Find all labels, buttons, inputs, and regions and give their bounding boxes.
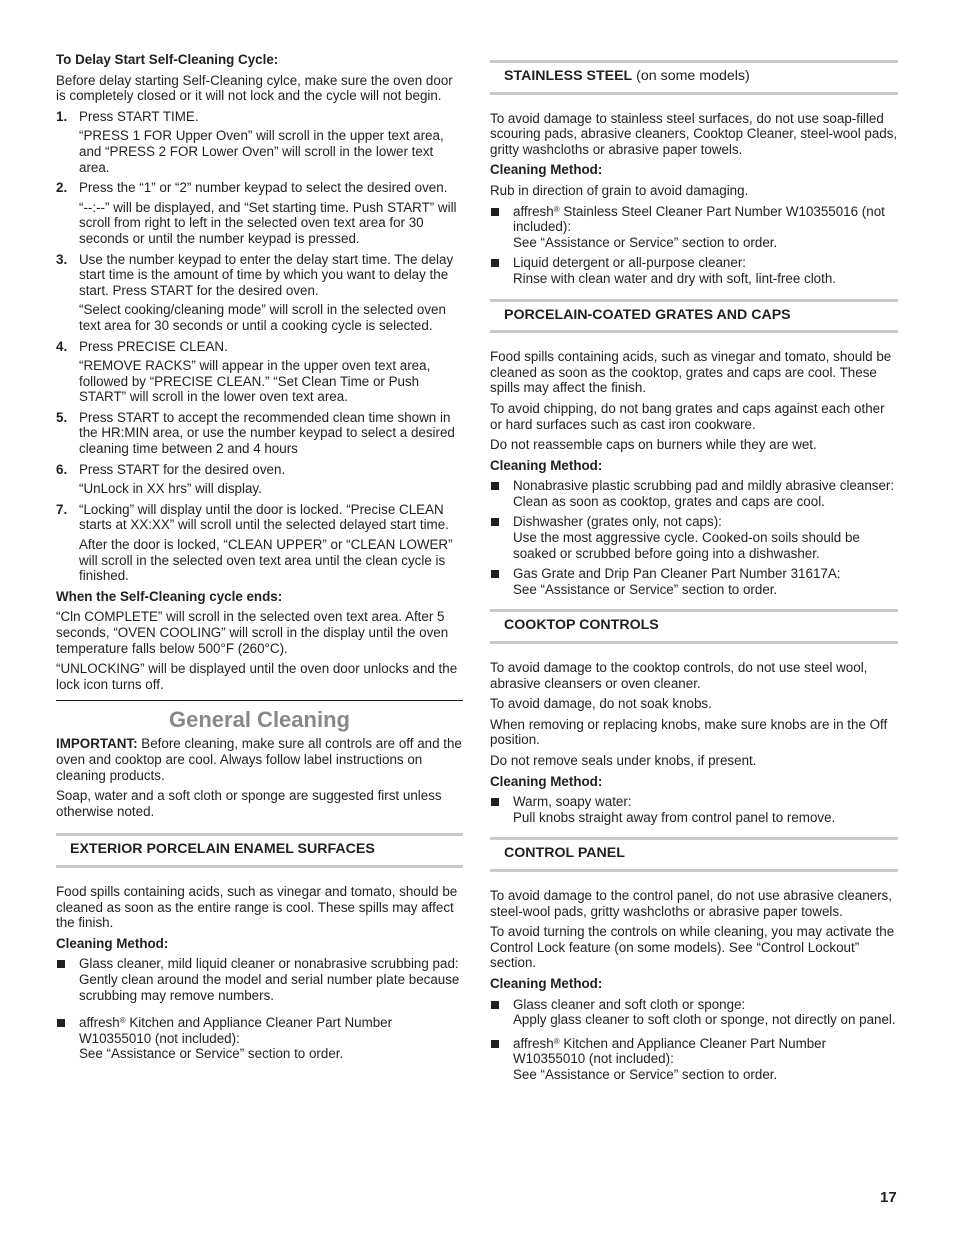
list-item <box>490 997 898 1028</box>
brand-name: affresh <box>513 1035 554 1051</box>
step-number: 6. <box>56 461 68 477</box>
square-bullet-icon <box>491 570 499 578</box>
exterior-intro: Food spills containing acids, such as vinegar and tomato, should be cleaned as soon as the entire range is cool. These spills may affect the finish. <box>56 883 458 931</box>
bullet-text: Kitchen and Appliance Cleaner Part Number W10355010 (not included): <box>79 1015 393 1046</box>
list-item <box>56 462 463 497</box>
bullet-line-1: Liquid detergent or all-purpose cleaner: <box>513 255 746 271</box>
cycle-ends-paragraph-2: “UNLOCKING” will be displayed until the oven door unlocks and the lock icon turns off. <box>56 661 458 692</box>
grates-method-label: Cleaning Method: <box>490 457 603 473</box>
list-item <box>490 478 898 509</box>
square-bullet-icon <box>491 798 499 806</box>
square-bullet-icon <box>491 259 499 267</box>
list-item <box>490 255 898 286</box>
step-note: “REMOVE RACKS” will appear in the upper oven text area, followed by “PRECISE CLEAN.” “Set Clean Time or Push START” will scroll in the lower oven text area. <box>79 358 431 405</box>
heading-suffix: (on some models) <box>632 68 750 84</box>
bullet-line-1: Glass cleaner and soft cloth or sponge: <box>513 996 746 1012</box>
step-text: Press START TIME. <box>79 108 199 124</box>
step-text: Press START for the desired oven. <box>79 461 286 477</box>
square-bullet-icon <box>491 208 499 216</box>
bullet-text: Kitchen and Appliance Cleaner Part Number W10355010 (not included): <box>513 1035 827 1067</box>
bullet-line-2: Gently clean around the model and serial number plate because scrubbing may remove numbers. <box>79 971 460 1003</box>
panel-method-label: Cleaning Method: <box>490 975 603 991</box>
step-note: After the door is locked, “CLEAN UPPER” or “CLEAN LOWER” will scroll in the selected oven text area until the clean cycle is finished. <box>79 537 453 584</box>
cooktop-paragraph-1: To avoid damage to the cooktop controls, do not use steel wool, abrasive cleansers or oven cleaner. <box>490 660 868 691</box>
important-note <box>56 736 463 783</box>
grates-paragraph-2: To avoid chipping, do not bang grates and caps against each other or hard surfaces such as cast iron cookware. <box>490 400 885 432</box>
list-item <box>56 339 463 405</box>
list-item <box>56 1015 463 1062</box>
step-text: “Locking” will display until the door is locked. “Precise CLEAN starts at XX:XX” will scroll until the selected delayed start time. <box>79 501 449 533</box>
cooktop-paragraph-4: Do not remove seals under knobs, if present. <box>490 753 757 768</box>
page-number: 17 <box>880 1189 897 1206</box>
step-number: 7. <box>56 501 68 517</box>
bullet-line-2: See “Assistance or Service” section to order. <box>513 581 778 597</box>
step-number: 4. <box>56 338 68 354</box>
cooktop-heading: COOKTOP CONTROLS <box>490 609 898 644</box>
panel-paragraph-2: To avoid turning the controls on while cleaning, you may activate the Control Lock feature (on some models). See “Control Lockout” section. <box>490 924 895 971</box>
cycle-ends-paragraph-1: “Cln COMPLETE” will scroll in the selected oven text area. After 5 seconds, “OVEN COOLING” will scroll in the display until the oven temperature falls below 500°F (260°C). <box>56 609 449 656</box>
stainless-methods-list <box>490 204 898 287</box>
step-text: Press START to accept the recommended clean time shown in the HR:MIN area, or use the number keypad to select a desired cleaning time between 2 and 4 hours <box>79 409 455 457</box>
stainless-heading <box>490 60 898 95</box>
step-text: Press the “1” or “2” number keypad to select the desired oven. <box>79 180 448 196</box>
grates-paragraph-1: Food spills containing acids, such as vinegar and tomato, should be cleaned as soon as the cooktop, grates and caps are cool. These spills may affect the finish. <box>490 349 892 396</box>
stainless-intro: To avoid damage to stainless steel surfaces, do not use soap-filled scouring pads, abrasive cleaners, Cooktop Cleaner, steel-wool pads, gritty washcloths or abrasive paper towels. <box>490 110 898 157</box>
list-item <box>56 252 463 334</box>
cycle-ends-title: When the Self-Cleaning cycle ends: <box>56 588 283 604</box>
step-note: “--:--” will be displayed, and “Set starting time. Push START” will scroll from right to left in the selected oven text area for 30 seconds or until the number keypad is pressed. <box>79 199 457 246</box>
square-bullet-icon <box>491 1001 499 1009</box>
step-note: “PRESS 1 FOR Upper Oven” will scroll in the upper text area, and “PRESS 2 FOR Lower Oven” will scroll in the lower text area. <box>79 128 444 175</box>
step-note: “Select cooking/cleaning mode” will scroll in the selected oven text area for 30 seconds or until a cooking cycle is selected. <box>79 302 446 333</box>
list-item <box>490 794 898 825</box>
square-bullet-icon <box>57 960 65 968</box>
control-panel-heading: CONTROL PANEL <box>490 837 898 872</box>
step-number: 3. <box>56 251 68 267</box>
bullet-line-2: Pull knobs straight away from control panel to remove. <box>513 809 836 825</box>
brand-name: affresh <box>79 1015 120 1031</box>
panel-paragraph-1: To avoid damage to the control panel, do not use abrasive cleaners, steel-wool pads, gritty washcloths or abrasive paper towels. <box>490 887 892 919</box>
stainless-method-label: Cleaning Method: <box>490 162 603 178</box>
square-bullet-icon <box>491 482 499 490</box>
panel-methods-list <box>490 997 898 1083</box>
exterior-method-label: Cleaning Method: <box>56 935 169 951</box>
cooktop-paragraph-3: When removing or replacing knobs, make sure knobs are in the Off position. <box>490 716 888 748</box>
bullet-line-1: Glass cleaner, mild liquid cleaner or nonabrasive scrubbing pad: <box>79 956 459 972</box>
bullet-line-2: Apply glass cleaner to soft cloth or sponge, not directly on panel. <box>513 1012 896 1028</box>
square-bullet-icon <box>491 1040 499 1048</box>
stainless-method-text: Rub in direction of grain to avoid damaging. <box>490 182 749 198</box>
bullet-line-1 <box>513 204 898 235</box>
bullet-line-1: Nonabrasive plastic scrubbing pad and mildly abrasive cleanser: <box>513 478 895 494</box>
bullet-line-2: See “Assistance or Service” section to order. <box>79 1046 344 1062</box>
bullet-line-2: Rinse with clean water and dry with soft, lint-free cloth. <box>513 270 837 286</box>
list-item <box>56 109 463 175</box>
grates-heading: PORCELAIN-COATED GRATES AND CAPS <box>490 299 898 334</box>
grates-paragraph-3: Do not reassemble caps on burners while they are wet. <box>490 437 817 453</box>
cooktop-methods-list <box>490 794 898 825</box>
list-item <box>490 514 898 561</box>
list-item <box>490 566 898 597</box>
registered-mark: ® <box>553 1036 560 1046</box>
step-note: “UnLock in XX hrs” will display. <box>79 481 262 497</box>
bullet-line-1 <box>79 1015 463 1046</box>
important-text: Before cleaning, make sure all controls are off and the oven and cooktop are cool. Always follow label instructions on cleaning products. <box>56 736 462 783</box>
important-label: IMPORTANT: <box>56 736 138 752</box>
step-number: 1. <box>56 108 68 124</box>
right-column <box>490 60 898 1089</box>
delay-intro: Before delay starting Self-Cleaning cylce, make sure the oven door is completely closed or it will not lock and the cycle will not begin. <box>56 72 453 104</box>
step-text: Use the number keypad to enter the delay start time. The delay start time is the amount of time by which you want to delay the start. Press START for the desired oven. <box>79 251 454 298</box>
bullet-text: Stainless Steel Cleaner Part Number W10355016 (not included): <box>513 203 885 235</box>
list-item <box>490 1036 898 1083</box>
bullet-line-1: Warm, soapy water: <box>513 794 632 810</box>
registered-mark: ® <box>553 204 560 214</box>
list-item <box>56 180 463 246</box>
square-bullet-icon <box>57 1019 65 1027</box>
bullet-line-2: See “Assistance or Service” section to order. <box>513 1066 778 1082</box>
section-divider <box>56 700 463 701</box>
list-item <box>56 410 463 457</box>
bullet-line-2: Clean as soon as cooktop, grates and caps are cool. <box>513 493 825 509</box>
cooktop-paragraph-2: To avoid damage, do not soak knobs. <box>490 696 712 712</box>
brand-name: affresh <box>513 203 554 219</box>
cooktop-method-label: Cleaning Method: <box>490 773 603 789</box>
list-item <box>56 502 463 584</box>
bullet-line-2: See “Assistance or Service” section to order. <box>513 234 778 250</box>
heading-text: STAINLESS STEEL <box>504 68 633 84</box>
step-text: Press PRECISE CLEAN. <box>79 338 228 354</box>
list-item <box>490 204 898 251</box>
square-bullet-icon <box>491 518 499 526</box>
registered-mark: ® <box>119 1016 126 1026</box>
bullet-line-1: Gas Grate and Drip Pan Cleaner Part Number 31617A: <box>513 566 841 582</box>
bullet-line-1: Dishwasher (grates only, not caps): <box>513 514 722 530</box>
bullet-line-2: Use the most aggressive cycle. Cooked-on soils should be soaked or scrubbed before going into a dishwasher. <box>513 530 860 561</box>
exterior-methods-list <box>56 956 463 1062</box>
delay-steps-list <box>56 109 463 584</box>
general-cleaning-title: General Cleaning <box>169 707 350 733</box>
exterior-heading: EXTERIOR PORCELAIN ENAMEL SURFACES <box>56 833 463 868</box>
general-paragraph: Soap, water and a soft cloth or sponge are suggested first unless otherwise noted. <box>56 788 442 819</box>
grates-methods-list <box>490 478 898 597</box>
step-number: 5. <box>56 409 68 425</box>
bullet-line-1 <box>513 1036 898 1067</box>
delay-start-title: To Delay Start Self-Cleaning Cycle: <box>56 52 279 67</box>
left-column <box>56 52 463 1068</box>
list-item <box>56 956 463 1003</box>
step-number: 2. <box>56 180 68 196</box>
